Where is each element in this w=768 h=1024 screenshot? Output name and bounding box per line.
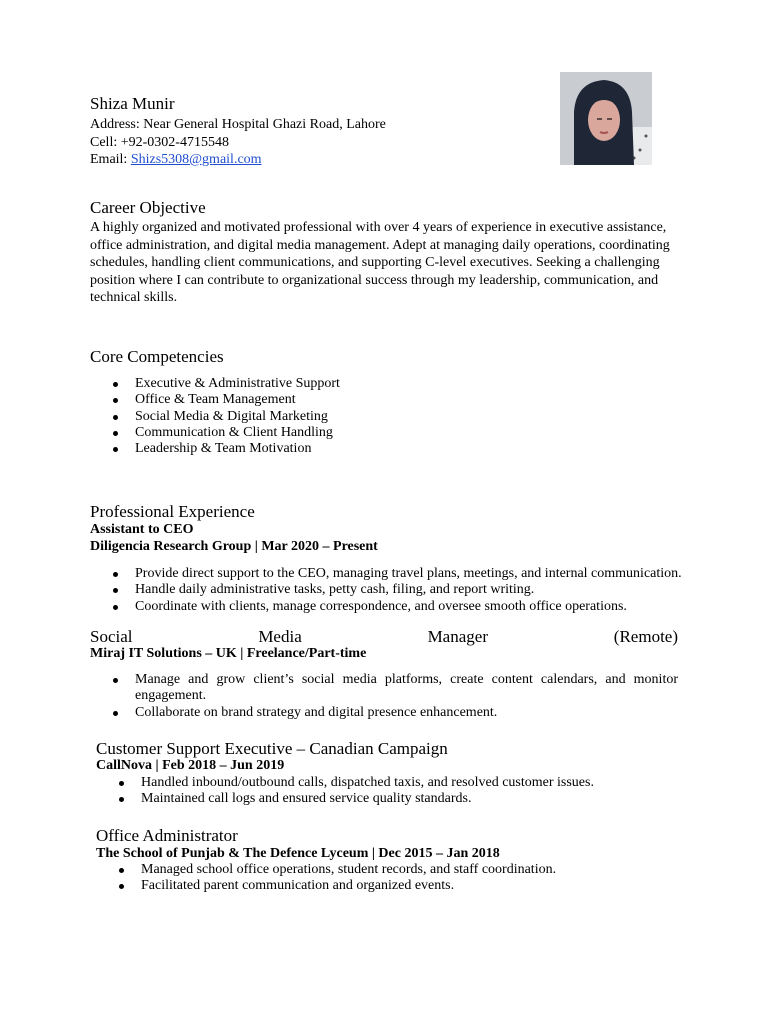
core-competencies-heading: Core Competencies [90, 347, 224, 366]
job-role [90, 627, 678, 647]
list-item: Leadership & Team Motivation [90, 441, 680, 457]
list-item: Executive & Administrative Support [90, 376, 680, 392]
professional-experience-heading: Professional Experience [90, 502, 255, 521]
list-item: Handle daily administrative tasks, petty cash, filing, and report writing. [90, 582, 690, 598]
role-word: (Remote) [613, 627, 678, 646]
career-objective-text: A highly organized and motivated professional with over 4 years of experience in executive assistance, office administration, and digital media management. Adept at managing daily operations, coordinating schedules, handling client communications, and supporting C-level executives. Seeking a challenging position where I can contribute to organizational success through my leadership, communication, and technical skills. [90, 220, 670, 306]
list-item: Communication & Client Handling [90, 425, 680, 441]
list-item: Coordinate with clients, manage correspondence, and oversee smooth office operations. [90, 599, 690, 615]
core-competencies-list [90, 376, 680, 457]
list-item: Social Media & Digital Marketing [90, 409, 680, 425]
cell-value: +92-0302-4715548 [120, 135, 229, 150]
role-word: Social [90, 627, 133, 646]
cell-label: Cell: [90, 135, 118, 150]
email-line [90, 151, 262, 168]
list-item: Handled inbound/outbound calls, dispatched taxis, and resolved customer issues. [96, 775, 696, 791]
career-objective-heading: Career Objective [90, 198, 206, 217]
role-word: Media [258, 627, 302, 646]
email-link[interactable]: Shizs5308@gmail.com [130, 152, 262, 167]
job-company: Diligencia Research Group | Mar 2020 – Present [90, 539, 378, 554]
role-word: Manager [427, 627, 488, 646]
list-item: Collaborate on brand strategy and digital presence enhancement. [90, 705, 678, 721]
job-bullets [90, 566, 690, 615]
job-bullets [96, 862, 696, 895]
job-bullets [90, 672, 678, 721]
address-value: Near General Hospital Ghazi Road, Lahore [143, 117, 386, 132]
job-bullets [96, 775, 696, 808]
job-company: Miraj IT Solutions – UK | Freelance/Part-time [90, 646, 367, 661]
job-role: Customer Support Executive – Canadian Campaign [96, 739, 448, 758]
profile-photo [560, 72, 652, 165]
job-company: The School of Punjab & The Defence Lyceum | Dec 2015 – Jan 2018 [96, 846, 500, 861]
list-item: Manage and grow client’s social media platforms, create content calendars, and monitor engagement. [90, 672, 678, 705]
job-company: CallNova | Feb 2018 – Jun 2019 [96, 758, 285, 773]
address-label: Address: [90, 117, 140, 132]
list-item: Maintained call logs and ensured service quality standards. [96, 791, 696, 807]
cell-line [90, 134, 229, 151]
list-item: Office & Team Management [90, 392, 680, 408]
list-item: Facilitated parent communication and organized events. [96, 878, 696, 894]
job-role: Office Administrator [96, 826, 238, 845]
list-item: Managed school office operations, student records, and staff coordination. [96, 862, 696, 878]
address-line [90, 116, 386, 133]
candidate-name: Shiza Munir [90, 94, 175, 113]
email-label: Email: [90, 152, 128, 167]
list-item: Provide direct support to the CEO, managing travel plans, meetings, and internal communication. [90, 566, 690, 582]
job-role: Assistant to CEO [90, 522, 194, 537]
